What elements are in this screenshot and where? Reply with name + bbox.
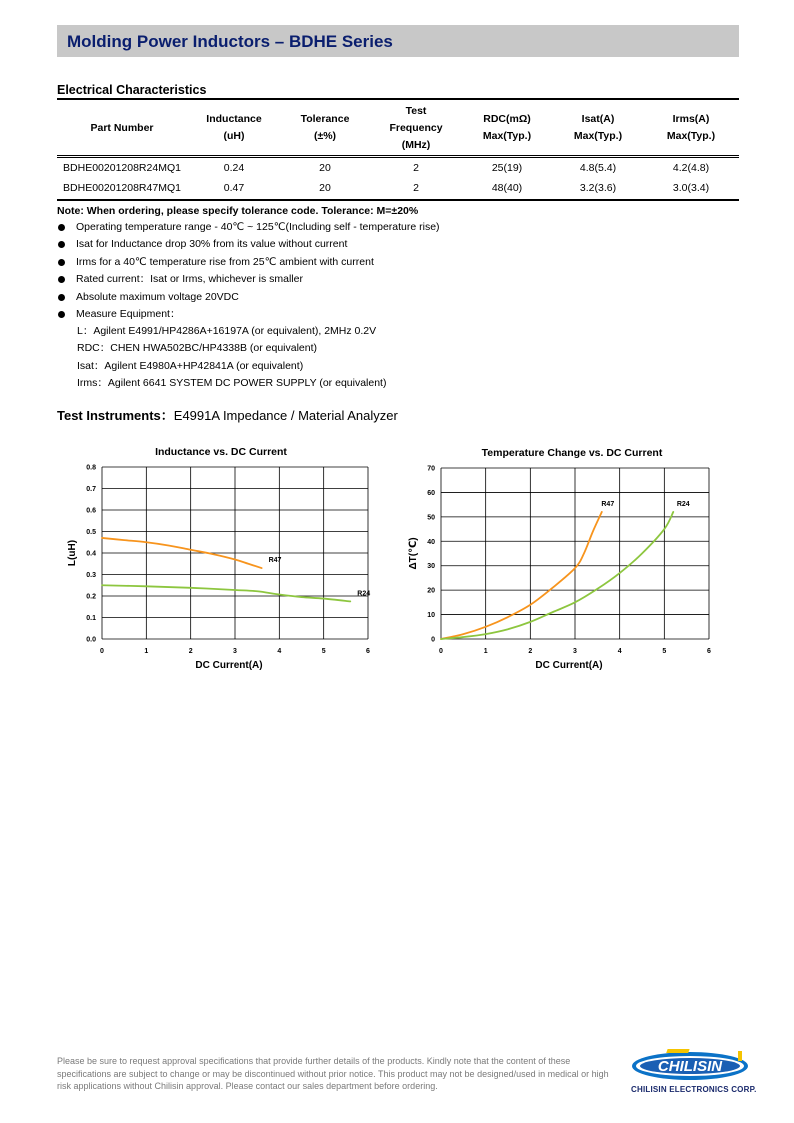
column-header-line: (uH)	[223, 130, 245, 142]
x-axis-label: DC Current(A)	[195, 660, 263, 671]
x-tick-label: 5	[662, 648, 667, 655]
y-tick-label: 30	[427, 563, 435, 571]
spec-bullet-text: Measure Equipment：	[76, 307, 181, 320]
logo-text: CHILISIN	[657, 1058, 723, 1075]
y-tick-label: 0.0	[86, 636, 96, 644]
y-tick-label: 40	[427, 538, 435, 546]
y-axis-label: L(uH)	[67, 539, 78, 567]
column-header-line: (MHz)	[401, 138, 431, 151]
table-cell: 2	[413, 182, 419, 194]
table-cell: 4.2(4.8)	[672, 162, 710, 174]
table-cell: 25(19)	[491, 162, 523, 174]
series-line-r47	[441, 512, 602, 639]
table-cell: 2	[413, 162, 419, 174]
y-tick-label: 0.7	[86, 486, 96, 493]
x-tick-label: 0	[439, 648, 443, 655]
column-header-line: Max(Typ.)	[666, 130, 716, 142]
x-axis-label: DC Current(A)	[535, 660, 603, 671]
y-tick-label: 0	[431, 636, 435, 644]
y-axis-label: ΔT(℃)	[408, 537, 419, 570]
x-tick-label: 2	[528, 648, 533, 655]
table-cell: 20	[319, 182, 331, 194]
test-instruments-value: E4991A Impedance / Material Analyzer	[173, 408, 398, 423]
part-number-cell: BDHE00201208R47MQ1	[63, 182, 181, 194]
column-header-line: (±%)	[313, 130, 337, 142]
table-cell: 20	[319, 162, 331, 174]
spec-bullet-text: Absolute maximum voltage 20VDC	[76, 290, 239, 303]
y-tick-label: 60	[427, 489, 435, 497]
y-tick-label: 10	[427, 612, 435, 620]
y-tick-label: 0.4	[86, 550, 96, 558]
column-header-line: Inductance	[206, 113, 262, 125]
series-line-r24	[441, 512, 673, 639]
column-header-line: Frequency	[389, 121, 443, 134]
equipment-line: L：Agilent E4991/HP4286A+16197A (or equivalent), 2MHz 0.2V	[77, 325, 377, 337]
column-header-line: Tolerance	[300, 113, 350, 125]
table-cell: 3.2(3.6)	[579, 182, 617, 194]
series-label-r24: R24	[676, 500, 690, 508]
test-instruments-label: Test Instruments：	[57, 408, 174, 423]
spec-bullet-text: Rated current：Isat or Irms, whichever is smaller	[76, 273, 303, 286]
y-tick-label: 0.6	[86, 507, 96, 515]
column-header-line: Max(Typ.)	[482, 130, 532, 142]
x-tick-label: 3	[233, 648, 237, 655]
x-tick-label: 0	[100, 648, 104, 655]
footer-disclaimer: Please be sure to request approval specifications that provide further details of the products. Kindly note that the content of these specifications are subject to change or may be discontinued without prior notice. This product may not be designed/used in medical or high risk applications without Chilisin approval. Please contact our sales department before ordering.	[57, 1056, 609, 1092]
table-cell: 3.0(3.4)	[672, 182, 710, 194]
y-tick-label: 20	[427, 587, 435, 595]
y-tick-label: 0.8	[86, 464, 96, 472]
column-header-line: Irms(A)	[672, 113, 710, 125]
y-tick-label: 70	[427, 465, 435, 473]
y-tick-label: 0.2	[86, 593, 96, 601]
column-header-line: Max(Typ.)	[573, 130, 623, 142]
table-cell: 0.47	[223, 182, 245, 194]
y-tick-label: 0.1	[86, 615, 96, 622]
equipment-line: Isat：Agilent E4980A+HP42841A (or equivalent)	[77, 359, 304, 372]
x-tick-label: 2	[188, 648, 193, 655]
y-tick-label: 50	[427, 514, 435, 522]
equipment-line: RDC：CHEN HWA502BC/HP4338B (or equivalent)	[77, 342, 318, 355]
spec-bullet-text: Irms for a 40℃ temperature rise from 25℃ ambient with current	[76, 255, 374, 268]
spec-bullet-text: Operating temperature range - 40℃ ~ 125℃(Including self - temperature rise)	[76, 221, 440, 233]
spec-bullet-text: Isat for Inductance drop 30% from its value without current	[76, 238, 348, 251]
electrical-title: Electrical Characteristics	[57, 83, 207, 97]
table-cell: 4.8(5.4)	[579, 162, 617, 174]
x-tick-label: 4	[277, 648, 282, 655]
page-title: Molding Power Inductors – BDHE Series	[67, 32, 393, 51]
table-cell: 0.24	[223, 162, 245, 174]
column-header-line: Test	[405, 104, 427, 117]
x-tick-label: 4	[617, 648, 622, 655]
x-tick-label: 6	[707, 648, 711, 655]
column-header-line: RDC(mΩ)	[483, 113, 531, 125]
company-name: CHILISIN ELECTRONICS CORP.	[631, 1085, 757, 1094]
part-number-cell: BDHE00201208R24MQ1	[63, 162, 181, 174]
column-header-line: Part Number	[90, 121, 154, 134]
ordering-note: Note: When ordering, please specify tolerance code. Tolerance: M=±20%	[57, 205, 419, 217]
series-label-r47: R47	[601, 500, 615, 508]
table-cell: 48(40)	[491, 182, 523, 194]
x-tick-label: 5	[321, 648, 326, 655]
x-tick-label: 6	[366, 648, 370, 655]
x-tick-label: 1	[144, 648, 149, 655]
x-tick-label: 1	[483, 648, 488, 655]
equipment-line: Irms：Agilent 6641 SYSTEM DC POWER SUPPLY (or equivalent)	[77, 377, 387, 390]
y-tick-label: 0.5	[86, 529, 96, 536]
column-header-line: Isat(A)	[581, 113, 615, 125]
series-label-r24: R24	[357, 590, 371, 598]
x-tick-label: 3	[573, 648, 577, 655]
y-tick-label: 0.3	[86, 572, 96, 579]
chart-title: Temperature Change vs. DC Current	[481, 447, 663, 459]
series-label-r47: R47	[268, 557, 282, 565]
chart-title: Inductance vs. DC Current	[155, 446, 287, 458]
